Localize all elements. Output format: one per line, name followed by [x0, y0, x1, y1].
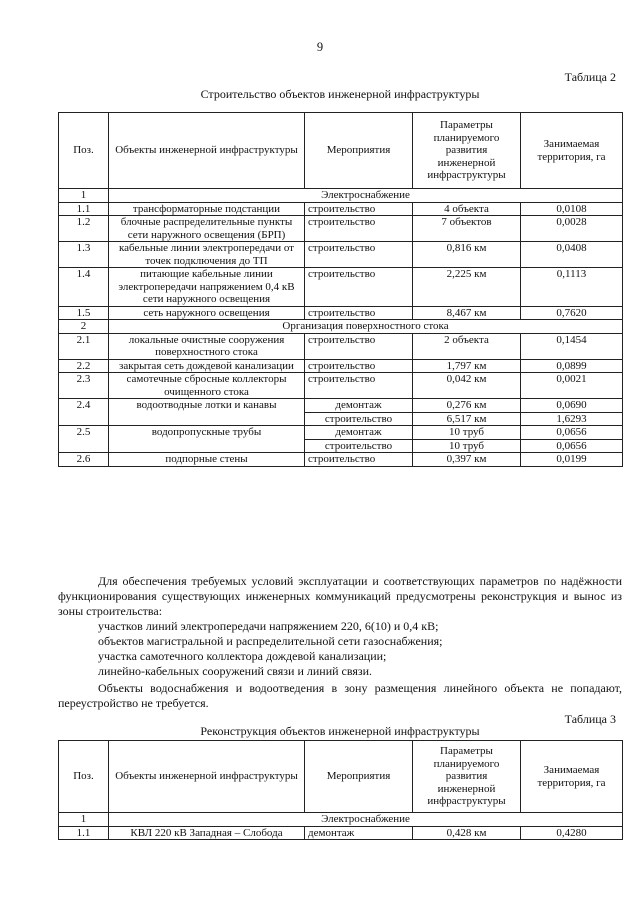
cell-pos: 2.3 — [59, 373, 109, 399]
paragraph-water: Объекты водоснабжения и водоотведения в зону размещения линейного объекта не попадают, переустройство не требуется. — [58, 681, 622, 710]
table2-header-row — [59, 113, 623, 189]
header-objects: Объекты инженерной инфраструктуры — [109, 113, 305, 189]
header-area: Занимаемая территория, га — [521, 741, 623, 813]
cell-area: 0,7620 — [521, 306, 623, 320]
table-row — [59, 306, 623, 320]
cell-param: 8,467 км — [413, 306, 521, 320]
table-row — [59, 268, 623, 307]
cell-area: 0,0656 — [521, 439, 623, 453]
paragraph-intro: Для обеспечения требуемых условий эксплуатации и соответствующих параметров по надёжности функционирования существующих инженерных коммуникаций предусмотрены реконструкция и вынос из зоны строительства: — [58, 574, 622, 618]
cell-area: 0,1113 — [521, 268, 623, 307]
cell-object: кабельные линии электропередачи от точек подключения до ТП — [109, 242, 305, 268]
cell-object: трансформаторные подстанции — [109, 202, 305, 216]
cell-area: 0,0028 — [521, 216, 623, 242]
cell-measure: строительство — [305, 373, 413, 399]
list-item: участка самотечного коллектора дождевой канализации; — [98, 649, 387, 663]
cell-measure: строительство — [305, 216, 413, 242]
table-row — [59, 359, 623, 373]
cell-pos: 2.4 — [59, 399, 109, 426]
cell-param: 2 объекта — [413, 333, 521, 359]
cell-pos: 1 — [59, 813, 109, 827]
section-row — [59, 813, 623, 827]
cell-pos: 1.1 — [59, 826, 109, 840]
cell-area: 0,0108 — [521, 202, 623, 216]
table2 — [58, 112, 623, 467]
list-item: линейно-кабельных сооружений связи и линий связи. — [98, 664, 373, 678]
cell-param: 0,397 км — [413, 453, 521, 467]
cell-object: КВЛ 220 кВ Западная – Слобода — [109, 826, 305, 840]
table-row — [59, 826, 623, 840]
cell-param: 0,276 км — [413, 399, 521, 413]
cell-object: сеть наружного освещения — [109, 306, 305, 320]
cell-pos: 2.6 — [59, 453, 109, 467]
cell-measure: строительство — [305, 439, 413, 453]
table3-label: Таблица 3 — [564, 712, 616, 726]
cell-measure: строительство — [305, 306, 413, 320]
cell-object: питающие кабельные линии электропередачи напряжением 0,4 кВ сети наружного освещения — [109, 268, 305, 307]
cell-param: 4 объекта — [413, 202, 521, 216]
cell-param: 7 объектов — [413, 216, 521, 242]
cell-measure: демонтаж — [305, 426, 413, 440]
cell-area: 0,0408 — [521, 242, 623, 268]
cell-object: блочные распределительные пункты сети наружного освещения (БРП) — [109, 216, 305, 242]
table2-title: Строительство объектов инженерной инфраструктуры — [200, 87, 480, 101]
section-title: Электроснабжение — [109, 189, 623, 203]
cell-pos: 2.1 — [59, 333, 109, 359]
table3 — [58, 740, 623, 840]
cell-pos: 1.1 — [59, 202, 109, 216]
header-measures: Мероприятия — [305, 113, 413, 189]
cell-measure: демонтаж — [305, 826, 413, 840]
cell-area: 0,1454 — [521, 333, 623, 359]
table-row — [59, 202, 623, 216]
cell-object: водопропускные трубы — [109, 426, 305, 453]
table-row — [59, 373, 623, 399]
cell-param: 0,816 км — [413, 242, 521, 268]
cell-pos: 1.2 — [59, 216, 109, 242]
table-row — [59, 333, 623, 359]
cell-measure: строительство — [305, 453, 413, 467]
cell-measure: строительство — [305, 268, 413, 307]
cell-area: 0,0199 — [521, 453, 623, 467]
cell-measure: демонтаж — [305, 399, 413, 413]
table3-title: Реконструкция объектов инженерной инфраструктуры — [200, 724, 480, 738]
cell-param: 2,225 км — [413, 268, 521, 307]
cell-measure: строительство — [305, 202, 413, 216]
cell-param: 0,428 км — [413, 826, 521, 840]
cell-pos: 2.2 — [59, 359, 109, 373]
cell-measure: строительство — [305, 333, 413, 359]
section-title: Организация поверхностного стока — [109, 320, 623, 334]
section-row — [59, 320, 623, 334]
cell-pos: 1 — [59, 189, 109, 203]
cell-object: водоотводные лотки и канавы — [109, 399, 305, 426]
table-row — [59, 399, 623, 413]
list-item: участков линий электропередачи напряжением 220, 6(10) и 0,4 кВ; — [98, 619, 439, 633]
cell-param: 0,042 км — [413, 373, 521, 399]
cell-object: самотечные сбросные коллекторы очищенного стока — [109, 373, 305, 399]
cell-area: 0,4280 — [521, 826, 623, 840]
table-row — [59, 453, 623, 467]
cell-measure: строительство — [305, 412, 413, 426]
cell-param: 10 труб — [413, 439, 521, 453]
cell-area: 0,0656 — [521, 426, 623, 440]
cell-object: локальные очистные сооружения поверхностного стока — [109, 333, 305, 359]
cell-pos: 2.5 — [59, 426, 109, 453]
cell-measure: строительство — [305, 242, 413, 268]
cell-measure: строительство — [305, 359, 413, 373]
cell-param: 10 труб — [413, 426, 521, 440]
cell-param: 6,517 км — [413, 412, 521, 426]
header-objects: Объекты инженерной инфраструктуры — [109, 741, 305, 813]
header-pos: Поз. — [59, 741, 109, 813]
list-item: объектов магистральной и распределительной сети газоснабжения; — [98, 634, 443, 648]
table3-header-row — [59, 741, 623, 813]
header-area: Занимаемая территория, га — [521, 113, 623, 189]
cell-area: 0,0690 — [521, 399, 623, 413]
header-pos: Поз. — [59, 113, 109, 189]
cell-area: 0,0021 — [521, 373, 623, 399]
table-row — [59, 216, 623, 242]
cell-area: 1,6293 — [521, 412, 623, 426]
header-measures: Мероприятия — [305, 741, 413, 813]
cell-pos: 2 — [59, 320, 109, 334]
section-row — [59, 189, 623, 203]
header-params: Параметры планируемого развития инженерной инфраструктуры — [413, 741, 521, 813]
section-title: Электроснабжение — [109, 813, 623, 827]
cell-pos: 1.3 — [59, 242, 109, 268]
header-params: Параметры планируемого развития инженерной инфраструктуры — [413, 113, 521, 189]
cell-param: 1,797 км — [413, 359, 521, 373]
table2-label: Таблица 2 — [564, 70, 616, 84]
cell-area: 0,0899 — [521, 359, 623, 373]
table-row — [59, 426, 623, 440]
cell-pos: 1.5 — [59, 306, 109, 320]
page-number: 9 — [316, 40, 324, 54]
cell-pos: 1.4 — [59, 268, 109, 307]
cell-object: закрытая сеть дождевой канализации — [109, 359, 305, 373]
cell-object: подпорные стены — [109, 453, 305, 467]
table-row — [59, 242, 623, 268]
